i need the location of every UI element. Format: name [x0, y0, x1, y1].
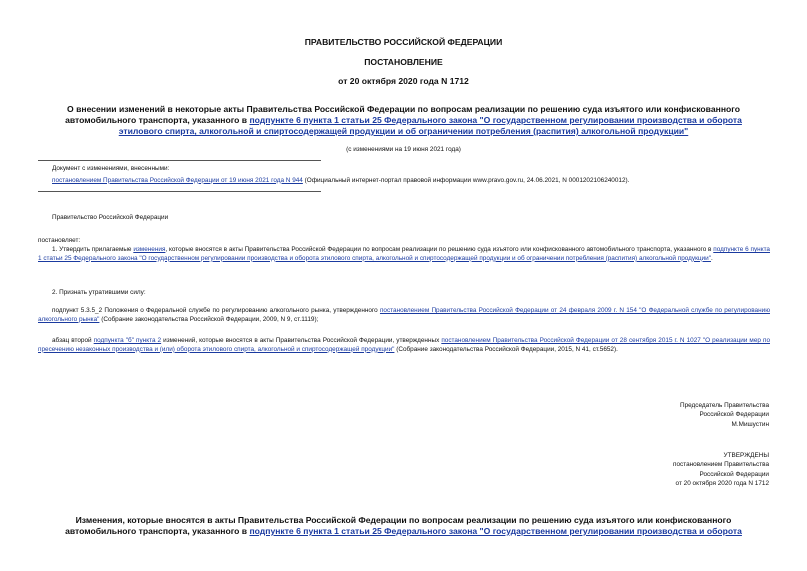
- p4-text-c: (Собрание законодательства Российской Федерации, 2015, N 41, ст.5652).: [394, 345, 618, 353]
- p4-subpoint-link[interactable]: подпункта "б" пункта 2: [93, 337, 162, 344]
- p3-text-a: подпункт 5.3.5_2 Положения о Федеральной службе по регулированию алкогольного рынка, утвержденного: [52, 307, 380, 314]
- signature-name: М.Мишустин: [731, 420, 769, 428]
- approved-by: постановлением Правительства: [673, 461, 769, 469]
- approved-heading: УТВЕРЖДЕНЫ: [723, 452, 769, 459]
- changes-box: [52, 165, 792, 185]
- paragraph-1: [38, 246, 770, 263]
- p3-decree-link[interactable]: постановлением Правительства Российской Федерации от 24 февраля 2009 г. N 154 "О Федеральной службе по регулированию алкогольного рынка": [38, 307, 770, 323]
- document-type: ПОСТАНОВЛЕНИЕ: [364, 57, 443, 67]
- p1-law-link[interactable]: подпункте 6 пункта 1 статьи 25 Федерального закона "О государственном регулировании производства и оборота этилового спирта, алкогольной и спиртосодержащей продукции и об ограничении потребления (распития) алкогольной продукции": [38, 246, 770, 262]
- government-header: ПРАВИТЕЛЬСТВО РОССИЙСКОЙ ФЕДЕРАЦИИ: [304, 37, 503, 47]
- document-title: [44, 104, 763, 137]
- changes-title: [44, 515, 763, 537]
- approved-block: [673, 451, 769, 488]
- changes-top-divider: [38, 160, 321, 161]
- title-text: О внесении изменений в некоторые акты Правительства Российской Федерации по вопросам реализации по решению суда изъятого или конфискованного автомобильного транспорта, указанного в: [65, 104, 740, 125]
- title-law-link[interactable]: подпункте 6 пункта 1 статьи 25 Федерального закона "О государственном регулировании производства и оборота этилового спирта, алкогольной и спиртосодержащей продукции и об ограничении потребления (распития) алкогольной продукции": [118, 115, 742, 136]
- changes-title-law-link[interactable]: подпункте 6 пункта 1 статьи 25 Федерального закона "О государственном регулировании производства и оборота: [249, 526, 742, 536]
- document-date-number: от 20 октября 2020 года N 1712: [338, 76, 469, 86]
- paragraph-3: [38, 307, 770, 324]
- p4-text-b: изменений, которые вносятся в акты Правительства Российской Федерации, утвержденных: [161, 337, 442, 344]
- signature-position: Председатель Правительства: [680, 402, 769, 409]
- changes-bottom-divider: [38, 191, 321, 192]
- decrees-word: постановляет:: [38, 237, 81, 244]
- p1-text-b: , которые вносятся в акты Правительства Российской Федерации по вопросам реализации по решению суда изъятого или конфискованного автомобильного транспорта, указанного в: [165, 246, 714, 253]
- p4-decree-link[interactable]: постановлением Правительства Российской Федерации от 28 сентября 2015 г. N 1027 "О реализации мер по пресечению незаконных производства и (или) оборота этилового спирта, алкогольной и спиртосодержащей продукции": [38, 337, 770, 353]
- revision-note: (с изменениями на 19 июня 2021 года): [346, 146, 461, 153]
- paragraph-2: 2. Признать утратившими силу:: [52, 289, 146, 296]
- p3-text-b: (Собрание законодательства Российской Федерации, 2009, N 9, ст.1119);: [99, 315, 319, 323]
- p1-text-a: 1. Утвердить прилагаемые: [52, 246, 134, 253]
- p4-text-a: абзац второй: [52, 337, 94, 344]
- approved-government: Российской Федерации: [699, 470, 769, 478]
- changes-label: Документ с изменениями, внесенными:: [52, 165, 170, 172]
- government-name: Правительство Российской Федерации: [52, 214, 169, 221]
- p1-text-c: .: [710, 254, 713, 262]
- changes-decree-link[interactable]: постановлением Правительства Российской Федерации от 19 июня 2021 года N 944: [52, 176, 303, 184]
- p1-changes-link[interactable]: изменения: [133, 246, 166, 253]
- signature-government: Российской Федерации: [699, 411, 769, 419]
- changes-source: (Официальный интернет-портал правовой информации www.pravo.gov.ru, 24.06.2021, N 0001202106240012).: [302, 176, 630, 184]
- signature-block: [680, 401, 769, 429]
- changes-title-text: Изменения, которые вносятся в акты Правительства Российской Федерации по вопросам реализации по решению суда изъятого или конфискованного автомобильного транспорта, указанного в: [65, 515, 732, 536]
- paragraph-4: [38, 337, 770, 354]
- approved-date-number: от 20 октября 2020 года N 1712: [675, 479, 769, 487]
